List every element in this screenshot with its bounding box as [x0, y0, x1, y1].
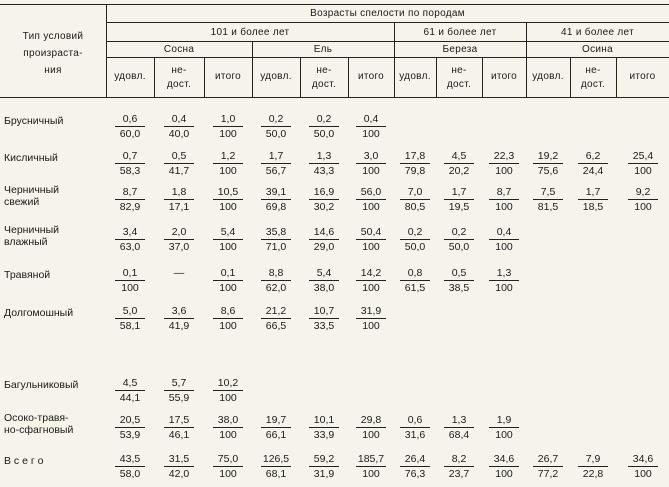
cell-percent: 100: [362, 320, 380, 332]
cell-percent: 100: [362, 201, 380, 213]
cell-value: 4,5: [115, 377, 145, 391]
table-cell: [164, 453, 194, 480]
cell-value: 17,8: [400, 150, 430, 164]
table-cell: [533, 186, 563, 213]
cell-value: 26,7: [533, 453, 563, 467]
cell-value: 3,4: [115, 226, 145, 240]
subcolumn-header: удовл.: [399, 71, 431, 82]
cell-value: 39,1: [261, 186, 291, 200]
cell-value: 0,5: [444, 267, 474, 281]
cell-percent: 100: [495, 165, 513, 177]
table-cell: [164, 267, 194, 281]
cell-percent: 100: [219, 241, 237, 253]
cell-value: 1,7: [444, 186, 474, 200]
subcolumn-header: не- дост.: [446, 65, 472, 90]
cell-value: 0,4: [164, 113, 194, 127]
table-cell: [356, 453, 386, 480]
cell-percent: 50,0: [265, 128, 287, 140]
cell-percent: 100: [219, 201, 237, 213]
table-cell: [356, 267, 386, 294]
table-cell: [628, 150, 658, 177]
cell-value: 2,0: [164, 226, 194, 240]
cell-value: 35,8: [261, 226, 291, 240]
cell-value: 7,9: [578, 453, 608, 467]
table-cell: [400, 453, 430, 480]
table-cell: [164, 377, 194, 404]
cell-value: 38,0: [213, 414, 243, 428]
cell-value: 4,5: [444, 150, 474, 164]
row-label: Брусничный: [4, 115, 64, 127]
subcolumn-header: итого: [629, 71, 656, 82]
cell-value: 25,4: [628, 150, 658, 164]
table-cell: [164, 186, 194, 213]
cell-percent: 31,6: [404, 429, 426, 441]
cell-value: 50,4: [356, 226, 386, 240]
cell-percent: 22,8: [582, 468, 604, 480]
cell-value: 17,5: [164, 414, 194, 428]
species-header: Ель: [313, 44, 333, 55]
cell-percent: 100: [219, 128, 237, 140]
cell-percent: 19,5: [448, 201, 470, 213]
cell-percent: 100: [362, 165, 380, 177]
cell-percent: 33,5: [313, 320, 335, 332]
cell-value: 43,5: [115, 453, 145, 467]
cell-percent: 23,7: [448, 468, 470, 480]
table-cell: [489, 267, 519, 294]
rule-under-age-group: [106, 22, 669, 23]
cell-percent: 81,5: [537, 201, 559, 213]
cell-percent: 18,5: [582, 201, 604, 213]
table-cell: [115, 150, 145, 177]
cell-value: 14,6: [309, 226, 339, 240]
cell-value: 126,5: [262, 453, 290, 465]
cell-value: 7,0: [400, 186, 430, 200]
cell-percent: 100: [634, 165, 652, 177]
cell-value: 0,7: [115, 150, 145, 164]
table-cell: [164, 226, 194, 253]
subcolumn-header: не- дост.: [580, 65, 606, 90]
cell-percent: 68,4: [448, 429, 470, 441]
cell-value: 3,0: [356, 150, 386, 164]
age-class-header: 101 и более лет: [210, 27, 290, 38]
table-cell: [400, 150, 430, 177]
header-bottom-rule: [0, 97, 669, 98]
cell-value: 0,1: [213, 267, 243, 281]
age-class-header: 41 и более лет: [561, 27, 634, 38]
table-cell: [261, 113, 291, 140]
cell-percent: 58,0: [119, 468, 141, 480]
cell-percent: 17,1: [168, 201, 190, 213]
table-cell: [213, 186, 243, 213]
cell-value: 1,7: [578, 186, 608, 200]
cell-percent: 37,0: [168, 241, 190, 253]
rule-under-age-classes: [106, 41, 669, 42]
cell-value: 0,6: [115, 113, 145, 127]
cell-value: 59,2: [309, 453, 339, 467]
table-cell: [213, 305, 243, 332]
cell-value: 185,7: [357, 453, 385, 465]
type-header: Тип условий произраста- ния: [22, 31, 84, 76]
table-cell: [309, 414, 339, 441]
subcolumn-header: удовл.: [532, 71, 564, 82]
table-cell: [213, 226, 243, 253]
cell-percent: 53,9: [119, 429, 141, 441]
cell-percent: 75,6: [537, 165, 559, 177]
cell-percent: 100: [495, 282, 513, 294]
table-cell: [444, 267, 474, 294]
rule-under-species: [106, 57, 669, 58]
table-cell: [213, 377, 243, 404]
table-cell: [489, 186, 519, 213]
table-cell: [164, 113, 194, 140]
row-label: Кисличный: [4, 152, 58, 164]
cell-value: 34,6: [489, 453, 519, 467]
subcolumn-header: удовл.: [114, 71, 146, 82]
cell-percent: 100: [219, 320, 237, 332]
table-cell: [213, 453, 243, 480]
cell-percent: 100: [219, 468, 237, 480]
cell-value: 6,2: [578, 150, 608, 164]
table-cell: [356, 113, 386, 140]
top-rule: [0, 4, 669, 5]
table-cell: [578, 453, 608, 480]
cell-percent: 68,1: [265, 468, 287, 480]
cell-value: 5,4: [309, 267, 339, 281]
cell-value: 26,4: [400, 453, 430, 467]
cell-value: 56,0: [356, 186, 386, 200]
cell-percent: 43,3: [313, 165, 335, 177]
cell-percent: 55,9: [168, 392, 190, 404]
table-cell: [628, 186, 658, 213]
cell-percent: 50,0: [448, 241, 470, 253]
cell-value: 0,2: [444, 226, 474, 240]
cell-value: 10,2: [213, 377, 243, 391]
cell-percent: 24,4: [582, 165, 604, 177]
cell-percent: 100: [362, 241, 380, 253]
cell-value: 31,9: [356, 305, 386, 319]
table-cell: [444, 150, 474, 177]
table-cell: [213, 267, 243, 294]
table-cell: [356, 305, 386, 332]
cell-percent: 79,8: [404, 165, 426, 177]
subcolumn-header: итого: [214, 71, 242, 82]
table-cell: [489, 226, 519, 253]
cell-value: 1,3: [309, 150, 339, 164]
table-cell: [115, 305, 145, 332]
cell-percent: 100: [495, 468, 513, 480]
cell-value: 1,3: [489, 267, 519, 281]
cell-value: 0,2: [309, 113, 339, 127]
cell-percent: 100: [362, 429, 380, 441]
cell-value: 16,9: [309, 186, 339, 200]
cell-percent: 38,0: [313, 282, 335, 294]
table-cell: [444, 186, 474, 213]
cell-percent: 100: [219, 429, 237, 441]
cell-value: 0,4: [356, 113, 386, 127]
cell-percent: 100: [634, 468, 652, 480]
table-cell: [489, 453, 519, 480]
table-cell: [444, 226, 474, 253]
cell-percent: 40,0: [168, 128, 190, 140]
cell-percent: 46,1: [168, 429, 190, 441]
cell-percent: 100: [634, 201, 652, 213]
cell-percent: 80,5: [404, 201, 426, 213]
cell-value: 20,5: [115, 414, 145, 428]
table-cell: [115, 267, 145, 294]
table-cell: [115, 377, 145, 404]
table-cell: [400, 267, 430, 294]
cell-percent: 42,0: [168, 468, 190, 480]
table-cell: [261, 150, 291, 177]
table-cell: [261, 267, 291, 294]
cell-percent: 100: [495, 201, 513, 213]
cell-percent: 100: [121, 282, 139, 294]
cell-percent: 76,3: [404, 468, 426, 480]
table-cell: [309, 453, 339, 480]
table-cell: [356, 226, 386, 253]
cell-percent: 100: [219, 165, 237, 177]
cell-value: 31,5: [164, 453, 194, 467]
subcolumn-header: итого: [357, 71, 385, 82]
cell-percent: 100: [495, 241, 513, 253]
cell-percent: 30,2: [313, 201, 335, 213]
row-label: Черничный влажный: [4, 224, 60, 248]
cell-value: 19,2: [533, 150, 563, 164]
age-group-header: Возрасты спелости по породам: [310, 8, 465, 19]
cell-value: 75,0: [213, 453, 243, 467]
table-cell: [533, 453, 563, 480]
cell-value: 1,7: [261, 150, 291, 164]
table-cell: [309, 305, 339, 332]
row-label: Травяной: [4, 269, 51, 281]
cell-percent: 82,9: [119, 201, 141, 213]
cell-percent: 63,0: [119, 241, 141, 253]
cell-percent: 100: [219, 282, 237, 294]
cell-value: 1,3: [444, 414, 474, 428]
cell-value: 5,0: [115, 305, 145, 319]
cell-percent: 31,9: [313, 468, 335, 480]
cell-value: 0,6: [400, 414, 430, 428]
subcolumn-header: итого: [490, 71, 518, 82]
age-class-header: 61 и более лет: [423, 27, 497, 38]
cell-percent: 61,5: [404, 282, 426, 294]
cell-value: 3,6: [164, 305, 194, 319]
cell-value: 22,3: [489, 150, 519, 164]
cell-percent: 41,9: [168, 320, 190, 332]
table-cell: [628, 453, 658, 480]
cell-percent: 100: [362, 128, 380, 140]
table-cell: [115, 113, 145, 140]
table-cell: [213, 113, 243, 140]
cell-percent: 100: [495, 429, 513, 441]
cell-percent: 62,0: [265, 282, 287, 294]
cell-value: 19,7: [261, 414, 291, 428]
cell-value: 0,1: [115, 267, 145, 281]
table-cell: [309, 113, 339, 140]
cell-value: 5,4: [213, 226, 243, 240]
table-cell: [115, 186, 145, 213]
cell-percent: 60,0: [119, 128, 141, 140]
table-cell: [444, 414, 474, 441]
cell-percent: 58,1: [119, 320, 141, 332]
table-cell: [115, 453, 145, 480]
cell-percent: 100: [362, 468, 380, 480]
row-label: Осоко-травя- но-сфагновый: [4, 412, 74, 436]
cell-value: 7,5: [533, 186, 563, 200]
cell-value: —: [173, 267, 185, 279]
table-cell: [261, 186, 291, 213]
cell-value: 0,4: [489, 226, 519, 240]
cell-percent: 41,7: [168, 165, 190, 177]
cell-percent: 69,8: [265, 201, 287, 213]
cell-value: 8,2: [444, 453, 474, 467]
cell-value: 8,6: [213, 305, 243, 319]
cell-percent: 44,1: [119, 392, 141, 404]
cell-percent: 20,2: [448, 165, 470, 177]
table-cell: [400, 186, 430, 213]
cell-percent: 100: [362, 282, 380, 294]
table-cell: [261, 453, 291, 480]
cell-percent: 50,0: [404, 241, 426, 253]
table-cell: [309, 267, 339, 294]
cell-value: 0,2: [261, 113, 291, 127]
cell-value: 1,9: [489, 414, 519, 428]
cell-percent: 66,1: [265, 429, 287, 441]
table-cell: [213, 414, 243, 441]
table-cell: [164, 305, 194, 332]
cell-value: 10,7: [309, 305, 339, 319]
table-cell: [533, 150, 563, 177]
table-cell: [356, 150, 386, 177]
cell-percent: 77,2: [537, 468, 559, 480]
table-cell: [400, 226, 430, 253]
cell-percent: [164, 280, 194, 281]
cell-value: 1,2: [213, 150, 243, 164]
cell-value: 1,8: [164, 186, 194, 200]
table-cell: [115, 414, 145, 441]
table-cell: [578, 150, 608, 177]
cell-value: 21,2: [261, 305, 291, 319]
table-cell: [309, 150, 339, 177]
cell-value: 1,0: [213, 113, 243, 127]
table-cell: [489, 414, 519, 441]
table-cell: [309, 226, 339, 253]
cell-percent: 38,5: [448, 282, 470, 294]
cell-percent: 56,7: [265, 165, 287, 177]
cell-percent: 29,0: [313, 241, 335, 253]
cell-percent: 66,5: [265, 320, 287, 332]
species-header: Сосна: [163, 44, 195, 55]
table-cell: [261, 305, 291, 332]
table-cell: [115, 226, 145, 253]
cell-value: 0,2: [400, 226, 430, 240]
cell-percent: 100: [219, 392, 237, 404]
cell-value: 34,6: [628, 453, 658, 467]
cell-value: 9,2: [628, 186, 658, 200]
cell-value: 10,1: [309, 414, 339, 428]
cell-value: 0,5: [164, 150, 194, 164]
table-cell: [356, 186, 386, 213]
cell-value: 8,7: [489, 186, 519, 200]
cell-value: 29,8: [356, 414, 386, 428]
table-cell: [164, 150, 194, 177]
table-cell: [164, 414, 194, 441]
cell-value: 8,8: [261, 267, 291, 281]
cell-value: 0,8: [400, 267, 430, 281]
species-header: Осина: [582, 44, 613, 55]
table-cell: [489, 150, 519, 177]
table-cell: [261, 226, 291, 253]
table-cell: [578, 186, 608, 213]
species-header: Береза: [442, 44, 478, 55]
cell-value: 10,5: [213, 186, 243, 200]
row-label: Черничный свежий: [4, 184, 60, 208]
subcolumn-header: удовл.: [260, 71, 292, 82]
table-cell: [400, 414, 430, 441]
subcolumn-header: не- дост.: [311, 65, 337, 90]
row-label: В с е г о: [4, 455, 44, 467]
table-cell: [356, 414, 386, 441]
table-cell: [309, 186, 339, 213]
subcolumn-header: не- дост.: [166, 65, 192, 90]
table-cell: [261, 414, 291, 441]
cell-percent: 71,0: [265, 241, 287, 253]
cell-value: 8,7: [115, 186, 145, 200]
table-cell: [444, 453, 474, 480]
row-label: Долгомошный: [4, 307, 74, 319]
cell-value: 5,7: [164, 377, 194, 391]
cell-percent: 33,9: [313, 429, 335, 441]
row-label: Багульниковый: [4, 379, 79, 391]
cell-percent: 50,0: [313, 128, 335, 140]
cell-percent: 58,3: [119, 165, 141, 177]
cell-value: 14,2: [356, 267, 386, 281]
table-cell: [213, 150, 243, 177]
